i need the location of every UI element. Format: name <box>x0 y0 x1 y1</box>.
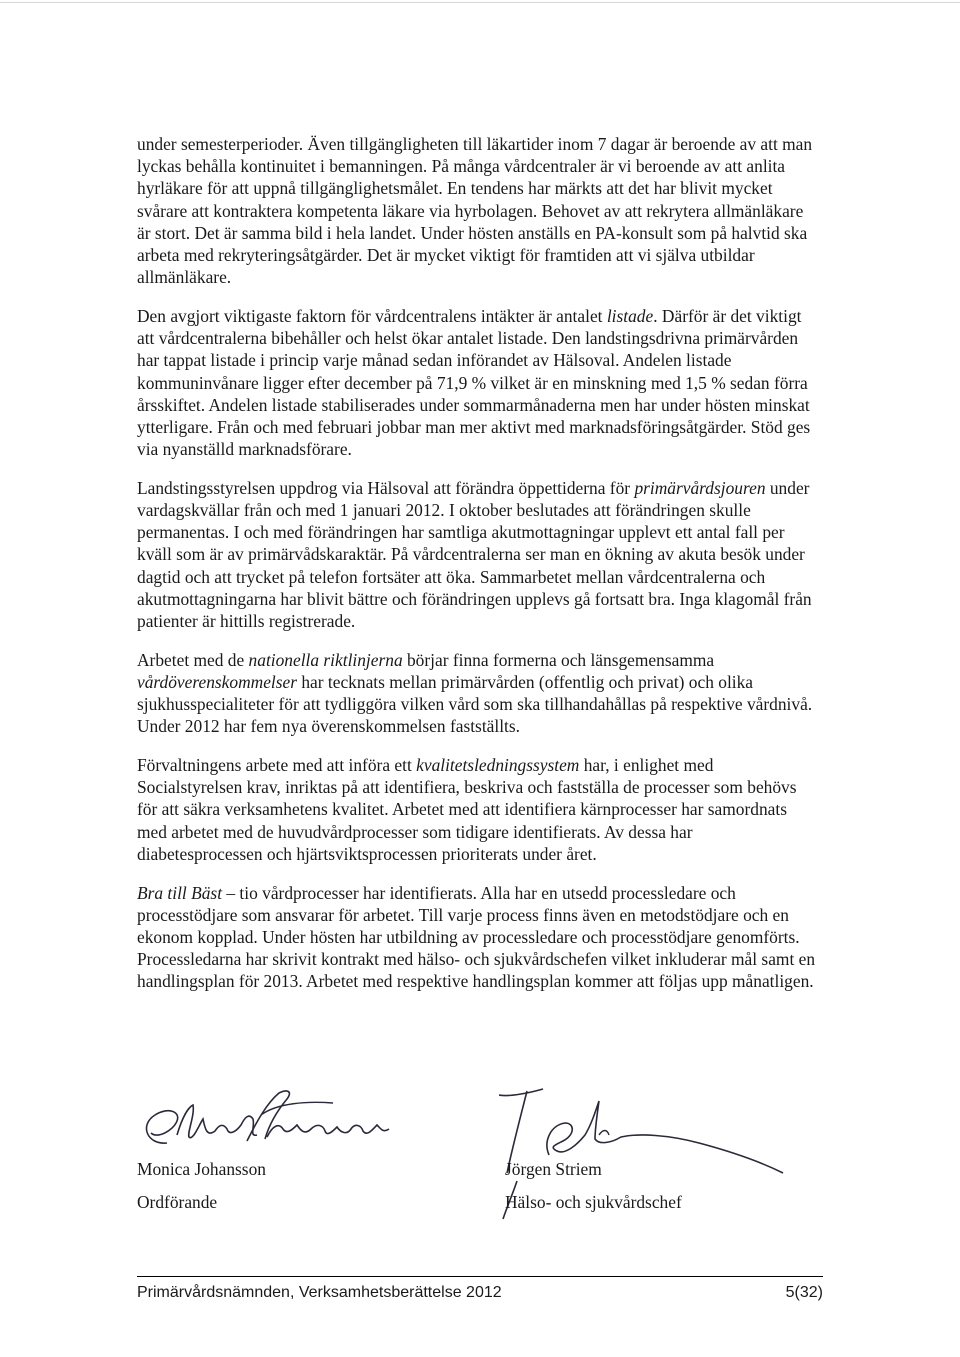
footer-document-title: Primärvårdsnämnden, Verksamhetsberättelse 2012 <box>137 1284 502 1301</box>
text-run: har, i enlighet med Socialstyrelsen krav, inriktas på att identifiera, beskriva och fastställa de processer som behövs för att säkra verksamhetens kvalitet. Arbetet med att identifiera kärnprocesser har samordnats med arbetet med de huvudvårdprocesser som tidigare identifierats. Av dessa har diabetesprocessen och hjärtsviktsprocessen prioriterats under året. <box>137 755 797 864</box>
text-run: Förvaltningens arbete med att införa ett <box>137 755 417 776</box>
signature-block-chair <box>137 1085 437 1225</box>
emphasized-term: primärvårdsjouren <box>634 477 766 498</box>
signature-section <box>137 1085 817 1225</box>
emphasized-term: vårdöverenskommelser <box>137 671 298 692</box>
body-paragraph <box>137 133 817 288</box>
handwritten-signature-chair <box>137 1085 437 1165</box>
body-paragraph <box>137 754 817 865</box>
text-run: under vardagskvällar från och med 1 januari 2012. I oktober beslutades att förändringen skulle permanentas. I och med förändringen har samtliga akutmottagningar upplevt ett antal fall per kväll som är av primärvådskaraktär. På vårdcentralerna ser man en ökning av akuta besök under dagtid och att trycket på telefon fortsäter att öka. Sammarbetet mellan vårdcentralerna och akutmottagningarna har blivit bättre och förändringen upplevs gå fortsatt bra. Inga klagomål från patienter är hittills registrerade. <box>137 477 812 632</box>
text-run: . Därför är det viktigt att vårdcentralerna bibehåller och helst ökar antalet listade. Den landstingsdrivna primärvården har tappat listade i princip varje månad sedan införandet av Hälsoval. Andelen listade kommuninvånare ligger efter december på 71,9 % vilket är en minskning med 1,5 % sedan förra årsskiftet. Andelen listade stabiliserades under sommarmånaderna men har under hösten minskat ytterligare. Från och med februari jobbar man mer aktivt med marknadsföringsåtgärder. Stöd ges via nyanställd marknadsförare. <box>137 305 811 460</box>
signature-block-director <box>499 1085 799 1225</box>
footer-rule <box>137 1276 823 1277</box>
body-text <box>137 133 817 1009</box>
signatory-title-director: Hälso- och sjukvårdschef <box>505 1192 682 1212</box>
emphasized-term: Bra till Bäst <box>137 882 223 903</box>
signatory-title-chair: Ordförande <box>137 1192 218 1212</box>
text-run: börjar finna formerna och länsgemensamma <box>402 649 715 670</box>
emphasized-term: listade <box>606 305 654 326</box>
body-paragraph <box>137 305 817 460</box>
text-run: under semesterperioder. Även tillgängligheten till läkartider inom 7 dagar är beroende av att man lyckas behålla kontinuitet i bemanningen. På många vårdcentraler är vi beroende av att anlita hyrläkare för att uppnå tillgänglighetsmålet. En tendens har märkts att det har blivit mycket svårare att kontraktera kompetenta läkare via hyrbolagen. Behovet av att rekrytera allmänläkare är stort. Det är samma bild i hela landet. Under hösten anställs en PA-konsult som på halvtid ska arbeta med rekryteringsåtgärder. Det är mycket viktigt för framtiden att vi själva utbildar allmänläkare. <box>137 134 813 288</box>
emphasized-term: nationella riktlinjerna <box>248 649 403 670</box>
emphasized-term: kvalitetsledningssystem <box>416 755 580 776</box>
signatory-name-chair: Monica Johansson <box>137 1159 266 1179</box>
body-paragraph <box>137 882 817 993</box>
page-footer <box>137 1276 823 1306</box>
body-paragraph <box>137 649 817 738</box>
text-run: Den avgjort viktigaste faktorn för vårdcentralens intäkter är antalet <box>137 305 607 326</box>
text-run: Landstingsstyrelsen uppdrog via Hälsoval att förändra öppettiderna för <box>137 477 635 498</box>
text-run: Arbetet med de <box>137 649 249 670</box>
signatory-name-director: Jörgen Striem <box>505 1159 602 1179</box>
text-run: har tecknats mellan primärvården (offentlig och privat) och olika sjukhusspecialiteter för att tydliggöra vilken vård som ska tillhandahållas på respektive vårdnivå. Under 2012 har fem nya överenskommelsen fastställts. <box>137 671 813 737</box>
body-paragraph <box>137 477 817 632</box>
text-run: – tio vårdprocesser har identifierats. Alla har en utsedd processledare och processtödjare som ansvarar för arbetet. Till varje process finns även en metodstödjare och en ekonom kopplad. Under hösten har utbildning av processledare och processtödjare genomförts. Processledarna har skrivit kontrakt med hälso- och sjukvårdschefen vilket inkluderar mål samt en handlingsplan för 2013. Arbetet med respektive handlingsplan kommer att följas upp månatligen. <box>137 882 816 992</box>
page-number: 5(32) <box>785 1284 823 1301</box>
scan-edge-line <box>0 2 960 3</box>
